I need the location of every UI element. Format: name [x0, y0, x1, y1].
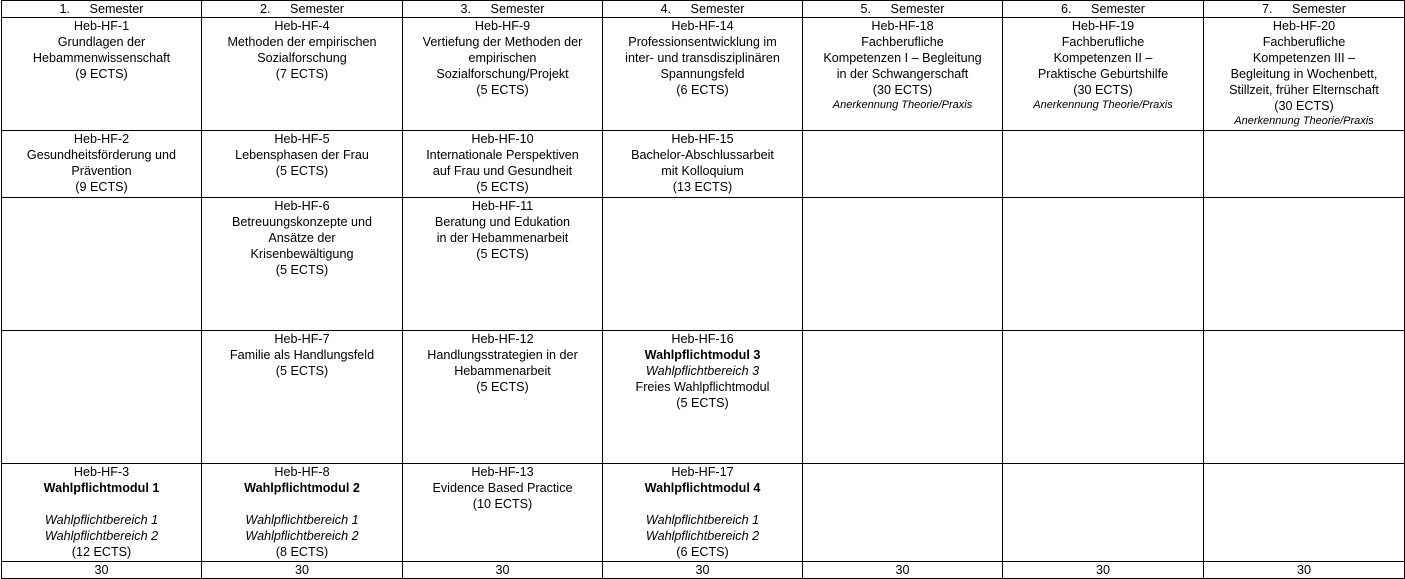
module-cell	[403, 131, 603, 198]
semester-header-2	[202, 1, 403, 18]
module-title-line: Internationale Perspektiven	[426, 148, 579, 162]
elective-module-title: Wahlpflichtmodul 2	[244, 481, 360, 495]
empty-cell	[1003, 131, 1204, 198]
module-title-line: Prävention	[71, 164, 132, 178]
module-title-line: Kompetenzen I – Begleitung	[823, 51, 982, 65]
elective-area: Wahlpflichtbereich 1	[645, 513, 760, 527]
elective-module-title: Wahlpflichtmodul 4	[644, 481, 761, 495]
semester-label: Semester	[290, 2, 344, 16]
ects-total: 30	[1204, 562, 1405, 579]
module-title-line: Kompetenzen II –	[1053, 51, 1153, 65]
module-title-line: Fachberufliche	[1061, 35, 1145, 49]
module-ects: (6 ECTS)	[676, 545, 729, 559]
semester-number: 3.	[460, 2, 472, 16]
empty-cell	[1003, 198, 1204, 331]
module-code: Heb-HF-9	[474, 19, 531, 33]
module-cell	[603, 131, 803, 198]
spacer	[204, 496, 400, 512]
module-title-line: Spannungsfeld	[660, 67, 745, 81]
semester-label: Semester	[490, 2, 545, 16]
empty-cell	[2, 198, 202, 331]
semester-label: Semester	[890, 2, 945, 16]
empty-cell	[603, 198, 803, 331]
module-code: Heb-HF-4	[274, 19, 330, 33]
module-cell	[202, 18, 403, 131]
module-cell	[803, 18, 1003, 131]
module-ects: (5 ECTS)	[275, 164, 329, 178]
module-title-line: Lebensphasen der Frau	[235, 148, 369, 162]
module-title-line: Betreuungskonzepte und	[231, 215, 373, 229]
empty-cell	[1204, 331, 1405, 464]
module-code: Heb-HF-17	[671, 465, 734, 479]
module-code: Heb-HF-14	[671, 19, 734, 33]
module-title-line: Methoden der empirischen	[227, 35, 377, 49]
module-ects: (5 ECTS)	[275, 263, 329, 277]
module-code: Heb-HF-18	[871, 19, 934, 33]
semester-number: 2.	[260, 2, 271, 16]
module-title-line: in der Schwangerschaft	[836, 67, 969, 81]
module-title-line: Stillzeit, früher Elternschaft	[1229, 83, 1379, 97]
module-title-line: Praktische Geburtshilfe	[1037, 67, 1169, 81]
module-title-line: auf Frau und Gesundheit	[432, 164, 573, 178]
module-title-line: Kompetenzen III –	[1252, 51, 1356, 65]
empty-cell	[1204, 131, 1405, 198]
ects-total: 30	[403, 562, 603, 579]
module-code: Heb-HF-15	[671, 132, 734, 146]
module-ects: (13 ECTS)	[672, 180, 733, 194]
module-cell	[2, 464, 202, 562]
module-code: Heb-HF-1	[73, 19, 130, 33]
module-title-line: Beratung und Edukation	[434, 215, 571, 229]
semester-header-row	[2, 1, 1405, 18]
elective-area: Wahlpflichtbereich 3	[645, 364, 760, 378]
module-title-line: Familie als Handlungsfeld	[229, 348, 375, 362]
elective-area: Wahlpflichtbereich 1	[245, 513, 359, 527]
recognition-note: Anerkennung Theorie/Praxis	[1033, 99, 1173, 111]
module-cell	[2, 18, 202, 131]
module-code: Heb-HF-3	[73, 465, 130, 479]
module-ects: (5 ECTS)	[676, 396, 729, 410]
module-title-line: Fachberufliche	[1262, 35, 1346, 49]
module-title-line: Freies Wahlpflichtmodul	[635, 380, 770, 394]
module-cell	[1003, 18, 1204, 131]
module-cell	[202, 464, 403, 562]
module-title-line: in der Hebammenarbeit	[436, 231, 569, 245]
elective-area: Wahlpflichtbereich 2	[44, 529, 159, 543]
module-code: Heb-HF-5	[274, 132, 330, 146]
module-row-1	[2, 18, 1405, 131]
module-cell	[2, 131, 202, 198]
semester-header-6	[1003, 1, 1204, 18]
module-ects: (5 ECTS)	[275, 364, 329, 378]
module-cell	[202, 198, 403, 331]
module-code: Heb-HF-2	[73, 132, 130, 146]
semester-number: 5.	[860, 2, 872, 16]
empty-cell	[1003, 331, 1204, 464]
module-title-line: Evidence Based Practice	[432, 481, 573, 495]
module-code: Heb-HF-11	[471, 199, 534, 213]
recognition-note: Anerkennung Theorie/Praxis	[832, 99, 973, 111]
module-ects: (5 ECTS)	[476, 380, 529, 394]
module-ects: (30 ECTS)	[872, 83, 933, 97]
elective-area: Wahlpflichtbereich 1	[44, 513, 159, 527]
module-code: Heb-HF-19	[1071, 19, 1135, 33]
module-cell	[403, 331, 603, 464]
spacer	[605, 496, 800, 512]
module-title-line: Professionsentwicklung im	[628, 35, 777, 49]
module-code: Heb-HF-8	[274, 465, 330, 479]
semester-label: Semester	[1091, 2, 1145, 16]
empty-cell	[803, 131, 1003, 198]
module-cell	[403, 464, 603, 562]
module-row-3	[2, 198, 1405, 331]
module-title-line: Handlungsstrategien in der	[427, 348, 578, 362]
module-ects: (8 ECTS)	[275, 545, 329, 559]
semester-number: 1.	[59, 2, 71, 16]
spacer	[4, 496, 199, 512]
module-cell	[1204, 18, 1405, 131]
ects-total: 30	[803, 562, 1003, 579]
recognition-note: Anerkennung Theorie/Praxis	[1234, 115, 1374, 127]
module-ects: (6 ECTS)	[676, 83, 729, 97]
semester-label: Semester	[1292, 2, 1346, 16]
module-title-line: inter- und transdisziplinären	[625, 51, 780, 65]
module-title-line: Grundlagen der	[57, 35, 146, 49]
module-ects: (9 ECTS)	[75, 180, 128, 194]
module-ects: (12 ECTS)	[71, 545, 132, 559]
module-row-4	[2, 331, 1405, 464]
module-code: Heb-HF-10	[471, 132, 534, 146]
module-ects: (10 ECTS)	[472, 497, 533, 511]
empty-cell	[803, 331, 1003, 464]
module-ects: (5 ECTS)	[476, 180, 529, 194]
elective-module-title: Wahlpflichtmodul 3	[644, 348, 761, 362]
module-code: Heb-HF-12	[471, 332, 534, 346]
ects-total: 30	[202, 562, 403, 579]
module-code: Heb-HF-20	[1272, 19, 1336, 33]
study-plan-table	[1, 0, 1405, 579]
module-cell	[403, 198, 603, 331]
module-title-line: mit Kolloquium	[661, 164, 744, 178]
empty-cell	[1204, 198, 1405, 331]
module-title-line: Ansätze der	[268, 231, 336, 245]
module-title-line: Hebammenarbeit	[454, 364, 551, 378]
module-ects: (9 ECTS)	[75, 67, 128, 81]
module-cell	[603, 464, 803, 562]
module-title-line: Gesundheitsförderung und	[26, 148, 177, 162]
semester-number: 4.	[660, 2, 672, 16]
semester-header-3	[403, 1, 603, 18]
module-code: Heb-HF-6	[274, 199, 330, 213]
empty-cell	[803, 464, 1003, 562]
semester-header-7	[1204, 1, 1405, 18]
semester-number: 7.	[1262, 2, 1273, 16]
module-cell	[403, 18, 603, 131]
module-title-line: Vertiefung der Methoden der	[422, 35, 583, 49]
module-title-line: Begleitung in Wochenbett,	[1230, 67, 1378, 81]
module-cell	[603, 18, 803, 131]
module-title-line: empirischen	[468, 51, 537, 65]
semester-header-1	[2, 1, 202, 18]
semester-header-4	[603, 1, 803, 18]
module-cell	[202, 331, 403, 464]
semester-header-5	[803, 1, 1003, 18]
ects-total: 30	[1003, 562, 1204, 579]
elective-area: Wahlpflichtbereich 2	[245, 529, 359, 543]
ects-total: 30	[603, 562, 803, 579]
module-ects: (7 ECTS)	[275, 67, 329, 81]
module-code: Heb-HF-16	[671, 332, 734, 346]
module-code: Heb-HF-13	[471, 465, 534, 479]
module-title-line: Sozialforschung/Projekt	[436, 67, 569, 81]
semester-number: 6.	[1061, 2, 1072, 16]
module-title-line: Sozialforschung	[257, 51, 347, 65]
ects-total: 30	[2, 562, 202, 579]
module-cell	[202, 131, 403, 198]
module-ects: (30 ECTS)	[1073, 83, 1133, 97]
module-title-line: Krisenbewältigung	[250, 247, 354, 261]
semester-label: Semester	[89, 2, 144, 16]
module-code: Heb-HF-7	[274, 332, 330, 346]
empty-cell	[1204, 464, 1405, 562]
empty-cell	[1003, 464, 1204, 562]
empty-cell	[803, 198, 1003, 331]
empty-cell	[2, 331, 202, 464]
module-ects: (5 ECTS)	[476, 247, 529, 261]
module-row-2	[2, 131, 1405, 198]
elective-module-title: Wahlpflichtmodul 1	[43, 481, 160, 495]
module-title-line: Fachberufliche	[861, 35, 944, 49]
elective-area: Wahlpflichtbereich 2	[645, 529, 760, 543]
module-title-line: Bachelor-Abschlussarbeit	[631, 148, 774, 162]
module-cell	[603, 331, 803, 464]
semester-label: Semester	[690, 2, 745, 16]
module-row-5	[2, 464, 1405, 562]
module-title-line: Hebammenwissenschaft	[32, 51, 171, 65]
module-ects: (30 ECTS)	[1274, 99, 1334, 113]
module-ects: (5 ECTS)	[476, 83, 529, 97]
